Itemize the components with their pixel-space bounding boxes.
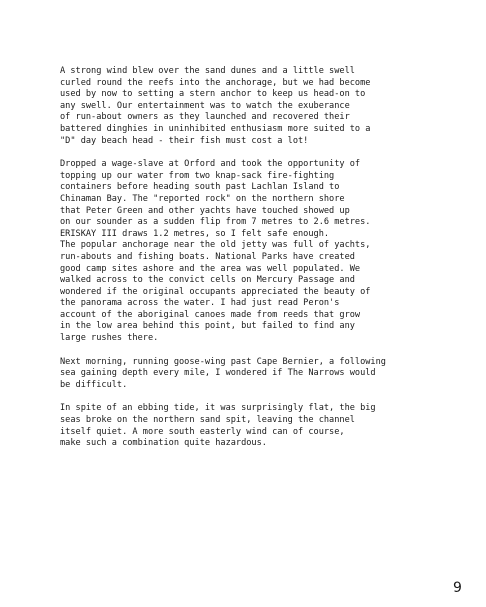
- text-line: large rushes there.: [60, 333, 159, 344]
- text-line: curled round the reefs into the anchorage, but we had become: [60, 77, 371, 88]
- text-line: "D" day beach head - their fish must cost a lot!: [60, 135, 309, 146]
- text-line: any swell. Our entertainment was to watch the exuberance: [60, 100, 350, 111]
- text-line: containers before heading south past Lachlan Island to: [60, 182, 340, 193]
- paragraph: [60, 66, 446, 147]
- text-line: Next morning, running goose-wing past Cape Bernier, a following: [60, 356, 386, 367]
- text-line: make such a combination quite hazardous.: [60, 438, 267, 449]
- text-line: walked across to the convict cells on Mercury Passage and: [60, 275, 355, 286]
- text-line: used by now to setting a stern anchor to keep us head-on to: [60, 89, 366, 100]
- text-line: Chinaman Bay. The "reported rock" on the northern shore: [60, 193, 345, 204]
- text-line: wondered if the original occupants appreciated the beauty of: [60, 286, 371, 297]
- text-line: that Peter Green and other yachts have touched showed up: [60, 205, 350, 216]
- text-line: seas broke on the northern sand spit, leaving the channel: [60, 415, 355, 426]
- body-text: [60, 66, 446, 462]
- paragraph: [60, 403, 446, 449]
- paragraph: [60, 357, 446, 392]
- text-line: account of the aboriginal canoes made from reeds that grow: [60, 309, 361, 320]
- paragraph: [60, 159, 446, 345]
- text-line: Dropped a wage-slave at Orford and took the opportunity of: [60, 159, 361, 170]
- text-line: of run-about owners as they launched and recovered their: [60, 112, 350, 123]
- text-line: good camp sites ashore and the area was well populated. We: [60, 263, 361, 274]
- text-line: be difficult.: [60, 379, 128, 390]
- text-line: A strong wind blew over the sand dunes and a little swell: [60, 66, 355, 76]
- text-line: sea gaining depth every mile, I wondered if The Narrows would: [60, 368, 376, 379]
- text-line: battered dinghies in uninhibited enthusiasm more suited to a: [60, 123, 371, 134]
- text-line: the panorama across the water. I had just read Peron's: [60, 298, 340, 309]
- text-line: on our sounder as a sudden flip from 7 metres to 2.6 metres.: [60, 217, 371, 228]
- text-line: run-abouts and fishing boats. National Parks have created: [60, 251, 355, 262]
- text-line: topping up our water from two knap-sack fire-fighting: [60, 170, 335, 181]
- text-line: itself quiet. A more south easterly wind can of course,: [60, 426, 345, 437]
- text-line: The popular anchorage near the old jetty was full of yachts,: [60, 240, 371, 251]
- page-number: 9: [453, 580, 462, 596]
- text-line: ERISKAY III draws 1.2 metres, so I felt safe enough.: [60, 228, 330, 239]
- text-line: In spite of an ebbing tide, it was surprisingly flat, the big: [60, 403, 376, 414]
- text-line: in the low area behind this point, but failed to find any: [60, 321, 355, 332]
